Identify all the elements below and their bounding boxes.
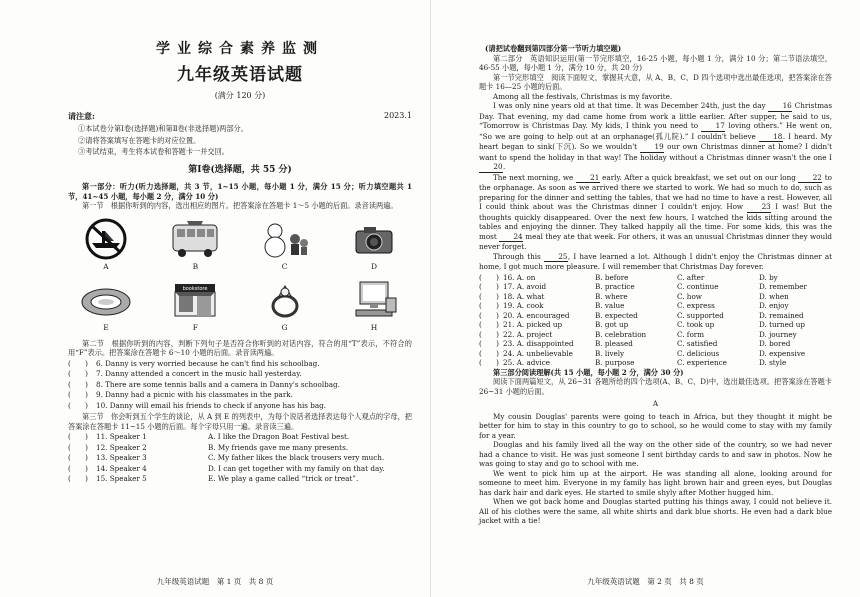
page-right-content — [479, 46, 832, 526]
option-d: D. style — [759, 358, 787, 367]
option-a: 21. A. picked up — [503, 320, 563, 329]
picture-b — [165, 217, 225, 272]
option-row — [479, 320, 832, 330]
answer-paren[interactable]: ( ) — [68, 453, 88, 463]
note-2: ②请将答案填写在答题卡的对应位置。 — [78, 135, 201, 145]
text-run: . — [503, 162, 506, 171]
exam-date: 2023.1 — [384, 111, 412, 121]
computer-icon — [346, 278, 402, 322]
picture-label-d: D — [370, 261, 377, 271]
option-b: B. value — [595, 301, 625, 310]
blank-18[interactable]: 18 — [759, 132, 783, 143]
part1-title: 第Ⅰ卷(选择题，共 55 分) — [188, 164, 292, 175]
exam-title-top: 学业综合素养监测 — [156, 41, 324, 57]
tf-question: 6. Danny is very worried because he can't find his schoolbag. — [96, 358, 320, 368]
tf-item — [68, 369, 412, 379]
reading-paragraph-2: Douglas and his family lived all the way on the other side of the country, so we had never had a chance to visit. He was just someone I sent birthday cards to and saw in photos. Now he was going to stay and go to school with me. — [479, 440, 832, 468]
text-run: to the orphanage. As soon as we arrived there we started to work. We had so much to do, such as preparing for the dinner and setting the tables, that we had no time to have a rest. However, all I could think about was the Christmas dinner I couldn't enjoy. How — [479, 172, 832, 211]
option-row — [479, 349, 832, 359]
option-d: D. when — [759, 291, 789, 301]
answer-paren[interactable]: ( ) — [479, 272, 499, 282]
listening-intro: 第一部分：听力(听力选择题，共 3 节，1~15 小题，每小题 1 分，满分 15 分；听力填空题共 1 节，41~45 小题，每小题 2 分，满分 10 分) — [68, 182, 412, 201]
blank-17[interactable]: 17 — [701, 121, 725, 132]
page-footer-right: 九年级英语试题 第 2 页 共 8 页 — [587, 577, 704, 587]
picture-label-h: H — [370, 322, 378, 332]
text-run: loving others.” He went on, “So we are going to help out at an orphanage(孤儿院).” I couldn't believe — [479, 121, 832, 141]
option-d: D. remember — [759, 282, 807, 291]
text-run: early. After a quick breakfast, we set out on our long — [599, 172, 799, 182]
picture-label-a: A — [103, 261, 109, 271]
speaker-option: E. We play a game called “trick or treat”. — [208, 474, 359, 484]
cloze-intro: 第一节完形填空 阅读下面短文，掌握其大意，从 A、B、C、D 四个选项中选出最佳选项，把答案涂在答题卡 16—25 小题的后面。 — [479, 72, 832, 91]
picture-label-g: G — [281, 322, 288, 332]
option-a: 19. A. cook — [503, 301, 544, 310]
option-b: B. practice — [595, 282, 635, 291]
option-c: C. after — [677, 272, 705, 282]
section1-intro: 第一节 根据你听到的内容，选出相应的图片。把答案涂在答题卡 1～5 小题的后面。录音读两遍。 — [82, 201, 398, 211]
page-left-content — [68, 40, 412, 484]
blank-21[interactable]: 21 — [576, 173, 600, 184]
answer-paren[interactable]: ( ) — [68, 369, 88, 379]
tf-item — [68, 390, 412, 400]
option-c: C. delicious — [677, 348, 720, 358]
notice-label: 请注意: — [68, 111, 95, 122]
notice-row — [68, 111, 412, 122]
section2-intro: 第二节 根据你听到的内容，判断下列句子是否符合你听到的对话内容，符合的用“T”表示，不符合的用“F”表示。把答案涂在答题卡 6～10 小题的后面。录音读两遍。 — [68, 338, 412, 358]
picture-label-e: E — [103, 322, 109, 332]
option-c: C. how — [677, 291, 702, 301]
cloze-paragraph-4 — [479, 252, 832, 272]
speaker-label: 14. Speaker 4 — [96, 463, 147, 473]
exam-title-main: 九年级英语试题 — [177, 65, 303, 86]
option-a: 23. A. disappointed — [503, 339, 574, 348]
part3-intro: 阅读下面两篇短文，从 26~31 各题所给的四个选项(A、B、C、D)中，选出最佳选项。把答案涂在答题卡 26~31 小题的后面。 — [479, 377, 832, 396]
note-3: ③考试结束，考生将本试卷和答题卡一并交回。 — [78, 147, 229, 156]
tf-question: 9. Danny had a picnic with his classmates in the park. — [96, 390, 293, 400]
option-a: 18. A. what — [503, 291, 545, 301]
reading-paragraph-3: We went to pick him up at the airport. He was standing all alone, looking around for someone to meet him. Everyone in my family has light brown hair and green eyes, but Douglas has dark hair and dark eyes. He started to smile shyly after Mother hugged him. — [479, 468, 832, 497]
speaker-label: 13. Speaker 3 — [96, 453, 147, 463]
tf-item — [68, 380, 412, 390]
picture-h — [344, 278, 404, 333]
option-d: D. bored — [759, 339, 791, 348]
option-d: D. turned up — [759, 320, 806, 329]
passage-letter: A — [652, 399, 659, 408]
pictures-row-2 — [68, 278, 412, 333]
option-b: B. pleased — [595, 339, 633, 348]
blank-22[interactable]: 22 — [798, 173, 822, 184]
tf-question: 8. There are some tennis balls and a camera in Danny's schoolbag. — [96, 379, 340, 389]
answer-paren[interactable]: ( ) — [68, 390, 88, 400]
answer-paren[interactable]: ( ) — [479, 358, 499, 367]
option-row — [479, 339, 832, 349]
cloze-options — [479, 273, 832, 368]
option-c: C. experience — [677, 358, 727, 367]
cloze-paragraph-3 — [479, 173, 832, 252]
speaker-label: 12. Speaker 2 — [96, 442, 147, 452]
reading-paragraph-1: My cousin Douglas' parents were going to teach in Africa, but they thought it might be better for him to stay in this country to go to school, so he would come to stay with my family for a year. — [479, 411, 832, 440]
option-c: C. continue — [677, 282, 719, 291]
picture-a — [76, 217, 136, 272]
text-run: , I have learned a lot. Although I didn't enjoy the Christmas dinner at home, I got much more pleasure. I will remember that Christmas Day forever. — [479, 251, 832, 271]
stadium-icon — [78, 278, 134, 322]
option-c: C. form — [677, 329, 705, 339]
answer-paren[interactable]: ( ) — [68, 400, 88, 410]
option-b: B. celebration — [595, 329, 647, 339]
picture-label-f: F — [192, 322, 198, 332]
text-run: The next morning, we — [493, 172, 576, 182]
option-a: 17. A. avoid — [503, 282, 547, 291]
tf-list — [68, 359, 412, 411]
option-c: C. supported — [677, 310, 724, 320]
option-row — [479, 311, 832, 321]
tf-item — [68, 359, 412, 369]
answer-paren[interactable]: ( ) — [479, 348, 499, 358]
text-run: meal they ate that week. For others, it was an unusual Christmas dinner they would never forget. — [479, 231, 832, 251]
tf-item — [68, 401, 412, 411]
picture-c — [255, 217, 315, 272]
speaker-option: D. I can get together with my family on that day. — [208, 463, 385, 473]
answer-paren[interactable]: ( ) — [479, 329, 499, 339]
answer-paren[interactable]: ( ) — [68, 358, 88, 368]
option-a: 20. A. encouraged — [503, 310, 570, 320]
page-right — [430, 0, 860, 597]
pictures-row-1 — [68, 217, 412, 272]
option-c: C. took up — [677, 320, 715, 329]
option-c: C. satisfied — [677, 339, 718, 348]
option-row — [479, 273, 832, 283]
blank-20[interactable]: 20 — [479, 162, 503, 173]
answer-paren[interactable]: ( ) — [68, 379, 88, 389]
picture-g — [255, 278, 315, 333]
speaker-item — [68, 453, 412, 463]
text-run: our own Christmas dinner at home? I didn't want to spend the holiday in that way! The holiday without a Christmas dinner wasn't the one I — [479, 142, 832, 162]
blank-16[interactable]: 16 — [768, 101, 792, 112]
answer-paren[interactable]: ( ) — [479, 301, 499, 310]
option-a: 25. A. advice — [503, 358, 550, 367]
bookstore-sign-text: bookstore — [182, 285, 208, 292]
option-d: D. expensive — [759, 348, 806, 358]
option-a: 24. A. unbelievable — [503, 348, 573, 358]
option-b: B. got up — [595, 320, 629, 329]
answer-paren[interactable]: ( ) — [68, 432, 88, 442]
speaker-list — [68, 432, 412, 484]
blank-19[interactable]: 19 — [640, 142, 664, 153]
part2-intro: 第二部分 英语知识运用(第一节完形填空，16-25 小题，每小题 1 分，满分 10 分；第二节语法填空，46-55 小题，每小题 1 分，满分 10 分，共 20 分) — [479, 53, 832, 72]
answer-paren[interactable]: ( ) — [479, 310, 499, 320]
answer-paren[interactable]: ( ) — [479, 291, 499, 301]
option-d: D. journey — [759, 329, 797, 339]
section3-intro: 第三节 你会听到五个学生的谈论，从 A 到 E 的列表中，为每个说话者选择表达每个人观点的字母，把答案涂在答题卡 11~15 小题的后面。每个字母只用一遍。录音读三遍。 — [68, 412, 412, 431]
cloze-paragraph-2 — [479, 101, 832, 173]
tf-question: 10. Danny will email his friends to check if anyone has his bag. — [96, 400, 327, 410]
speaker-label: 15. Speaker 5 — [96, 474, 147, 484]
header-note: (请把试卷翻到第四部分第一节听力填空题) — [485, 44, 622, 53]
text-run: Christmas Day. That evening, my dad came home from work a little earlier. After supper, he said to us, “Tomorrow is Christmas Day. My kids, I think you need to — [479, 101, 833, 130]
answer-paren[interactable]: ( ) — [68, 442, 88, 452]
picture-label-b: B — [192, 261, 199, 271]
reading-paragraph-4: When we got back home and Douglas started putting his things away, I could not believe it. All of his clothes were the same, all white shirts and dark blue shorts. He even had a dark blue jacket with a tie! — [479, 497, 832, 525]
speaker-option: C. My father likes the black trousers very much. — [208, 453, 385, 463]
picture-d — [344, 217, 404, 272]
option-row — [479, 282, 832, 292]
text-run: . I heard. My heart began to sink(下沉). So we wouldn't — [479, 131, 832, 151]
blank-24[interactable]: 24 — [499, 232, 523, 243]
option-a: 16. A. on — [503, 272, 536, 282]
speaker-item — [68, 474, 412, 484]
answer-paren[interactable]: ( ) — [479, 282, 499, 291]
speaker-label: 11. Speaker 1 — [96, 432, 147, 442]
option-row — [479, 358, 832, 368]
picture-e — [76, 278, 136, 333]
bookstore-icon — [167, 278, 223, 322]
option-row — [479, 330, 832, 340]
camera-icon — [346, 217, 402, 261]
answer-paren[interactable]: ( ) — [479, 339, 499, 348]
bus-icon — [167, 217, 223, 261]
option-row — [479, 301, 832, 311]
text-run: I was only nine years old at that time. It was December 24th, just the day — [493, 101, 769, 110]
option-b: B. purpose — [595, 358, 635, 367]
blank-25[interactable]: 25 — [544, 252, 568, 263]
snowman-family-icon — [257, 217, 313, 261]
part3-title: 第三部分阅读理解(共 15 小题，每小题 2 分，满分 30 分) — [493, 367, 684, 377]
picture-label-c: C — [281, 261, 288, 271]
speaker-item — [68, 432, 412, 442]
page-footer-left: 九年级英语试题 第 1 页 共 8 页 — [156, 577, 274, 587]
note-1: ①本试卷分第Ⅰ卷(选择题)和第Ⅱ卷(非选择题)两部分。 — [78, 124, 248, 133]
speaker-item — [68, 443, 412, 453]
ring-icon — [257, 278, 313, 322]
cloze-paragraph-1: Among all the festivals, Christmas is my favorite. — [493, 91, 673, 101]
answer-paren[interactable]: ( ) — [68, 474, 88, 484]
option-c: C. express — [677, 301, 715, 310]
option-d: D. by — [759, 272, 778, 282]
answer-paren[interactable]: ( ) — [479, 320, 499, 329]
text-run: I was! But the thoughts quickly disappeared. Over the next few hours, I watched the kids sitting around the tables and enjoying the dinner. They talked happily all the time. For some kids, this was the most — [479, 202, 832, 241]
option-d: D. enjoy — [759, 301, 789, 310]
picture-f — [165, 278, 225, 333]
option-b: B. expected — [595, 310, 638, 320]
speaker-option: A. I like the Dragon Boat Festival best. — [208, 432, 350, 442]
option-b: B. before — [595, 272, 629, 282]
option-b: B. lively — [595, 348, 625, 358]
no-boat-sign-icon — [78, 217, 134, 261]
option-b: B. where — [595, 291, 628, 301]
option-a: 22. A. project — [503, 329, 553, 339]
blank-23[interactable]: 23 — [747, 202, 771, 213]
tf-question: 7. Danny attended a concert in the music hall yesterday. — [96, 369, 302, 379]
speaker-option: B. My friends gave me many presents. — [208, 442, 349, 452]
speaker-item — [68, 464, 412, 474]
answer-paren[interactable]: ( ) — [68, 463, 88, 473]
score-total: (满分 120 分) — [214, 90, 266, 100]
option-d: D. remained — [759, 310, 804, 320]
option-row — [479, 292, 832, 302]
text-run: Through this — [493, 251, 544, 261]
